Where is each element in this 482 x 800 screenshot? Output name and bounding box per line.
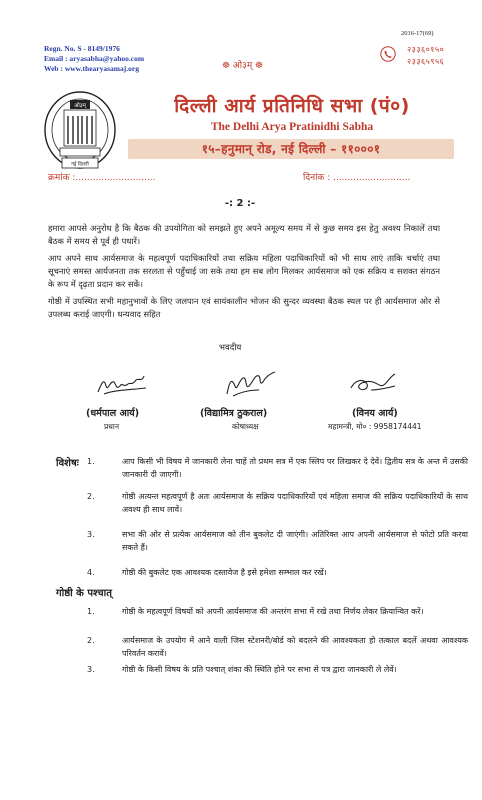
closing-text: भवदीय bbox=[219, 343, 242, 353]
address-text: १५–हनुमान् रोड, नई दिल्ली – ११०००१ bbox=[201, 142, 381, 156]
vishesh-item-text: गोष्ठी की बुकलेट एक आवश्यक दस्तावेज है इसे हमेशा सम्भाल कर रखें। bbox=[122, 568, 327, 577]
paragraph-1: हमारा आपसे अनुरोध है कि बैठक की उपयोगिता को समझते हुए अपने अमूल्य समय में से कुछ समय इस हेतु अवश्य निकालें तथा बैठक में समय से पूर्व ही पधारें। bbox=[48, 223, 440, 246]
goshthi-item-text: गोष्ठी के किसी विषय के प्रति पश्चात् शंका की स्थिति होने पर सभा से पत्र द्वारा जानकारी ले लेवें। bbox=[122, 665, 397, 674]
logo-bottom-text: नई दिल्ली bbox=[71, 161, 89, 168]
address-band bbox=[128, 139, 454, 159]
kramank-field: क्रमांक :............................ bbox=[48, 173, 156, 183]
paragraph-3: गोष्ठी में उपस्थित सभी महानुभावों के लिए जलपान एवं सायंकालीन भोजन की सुन्दर व्यवस्था बैठक स्थल पर ही आर्यसमाज ओर से उपलब्ध कराई जाएगी। धन्यवाद सहित bbox=[48, 296, 440, 319]
reference-number: 2016-17(69) bbox=[401, 30, 434, 37]
signatory-3-role: महामन्त्री, मो० : 9958174441 bbox=[328, 422, 422, 431]
goshthi-item-text: गोष्ठी के महत्वपूर्ण विषयों को अपनी आर्यसमाज की अन्तरंग सभा में रखे तथा निर्णय लेकर क्रियान्वित करें। bbox=[122, 607, 424, 616]
signatory-1-name: (धर्मपाल आर्य) bbox=[86, 408, 140, 419]
goshthi-item-number: 3. bbox=[87, 665, 95, 674]
page-number: -: 2 :- bbox=[224, 198, 256, 209]
vishesh-item-number: 4. bbox=[87, 568, 95, 577]
sabha-logo bbox=[42, 88, 118, 174]
goshthi-item-text: आर्यसमाज के उपयोग में आने वाली जिस स्टेशनरी/बोर्ड को बदलने की आवश्यकता हो तत्काल बदलें अथवा आवश्यक परिवर्तन करावें। bbox=[122, 636, 468, 658]
email-text: Email : aryasabha@yahoo.com bbox=[44, 54, 145, 63]
logo-om-text: ओ३म् bbox=[74, 103, 86, 109]
signature-3 bbox=[345, 370, 401, 398]
vishesh-item-number: 1. bbox=[87, 457, 95, 466]
phone-number-2: २३३६५९५६ bbox=[407, 57, 445, 66]
vishesh-item-number: 2. bbox=[87, 492, 95, 501]
org-title-hindi: दिल्ली आर्य प्रतिनिधि सभा (पं०) bbox=[174, 95, 410, 117]
dinank-field: दिनांक : ........................... bbox=[303, 173, 411, 183]
signatory-2-role: कोषाध्यक्ष bbox=[232, 422, 259, 431]
signature-1 bbox=[94, 368, 154, 398]
goshthi-item-number: 1. bbox=[87, 607, 95, 616]
signature-2 bbox=[219, 366, 279, 400]
org-title-english: The Delhi Arya Pratinidhi Sabha bbox=[210, 121, 374, 133]
paragraph-2: आप अपने साथ आर्यसमाज के महत्वपूर्ण पदाधिकारियों तथा सक्रिय महिला पदाधिकारियों को भी साथ लाएं ताकि चर्चाएं तथा सूचनाएं समस्त आर्यजनता तक सरलता से पहुँचाई जा सके तथा हम सब लोग मिलकर आर्यसमाज को एक सक्रिय व सशक्त संगठन के रूप में दृढ़ता प्रदान कर सकें। bbox=[48, 253, 440, 289]
vishesh-item-text: गोष्ठी अत्यन्त महत्वपूर्ण है अतः आर्यसमाज के सक्रिय पदाधिकारियों एवं महिला समाज की सक्रिय पदाधिकारियों के साथ अवश्य ही साथ लावें। bbox=[122, 492, 468, 514]
website-text: Web : www.thearyasamaj.org bbox=[44, 64, 139, 73]
goshthi-item-number: 2. bbox=[87, 636, 95, 645]
vishesh-item-number: 3. bbox=[87, 530, 95, 539]
phone-icon bbox=[380, 46, 396, 62]
om-heading: ☸ ओ३म् ☸ bbox=[222, 61, 264, 71]
phone-number-1: २३३६०१५० bbox=[407, 45, 445, 54]
registration-block bbox=[44, 44, 144, 74]
goshthi-heading: गोष्ठी के पश्चात् bbox=[56, 588, 112, 599]
signatory-2-name: (विद्यामित्र ठुकराल) bbox=[200, 408, 268, 419]
signatory-3-name: (विनय आर्य) bbox=[352, 408, 398, 419]
phone-numbers bbox=[407, 44, 444, 68]
vishesh-heading: विशेषः bbox=[56, 458, 79, 469]
vishesh-item-text: आप किसी भी विषय में जानकारी लेना चाहें तो प्रथम सत्र में एक स्लिप पर लिखकर दे देवें। द्वितीय सत्र के अन्त में उसकी जानकारी दी जाएगी। bbox=[122, 457, 468, 479]
regn-number: Regn. No. S - 8149/1976 bbox=[44, 44, 120, 53]
vishesh-item-text: सभा की ओर से प्रत्येक आर्यसमाज को तीन बुकलेट दी जाएंगी। अतिरिक्त आप अपनी आर्यसमाज से फोटो प्रति करवा सकते हैं। bbox=[122, 530, 468, 552]
signatory-1-role: प्रधान bbox=[104, 422, 119, 431]
